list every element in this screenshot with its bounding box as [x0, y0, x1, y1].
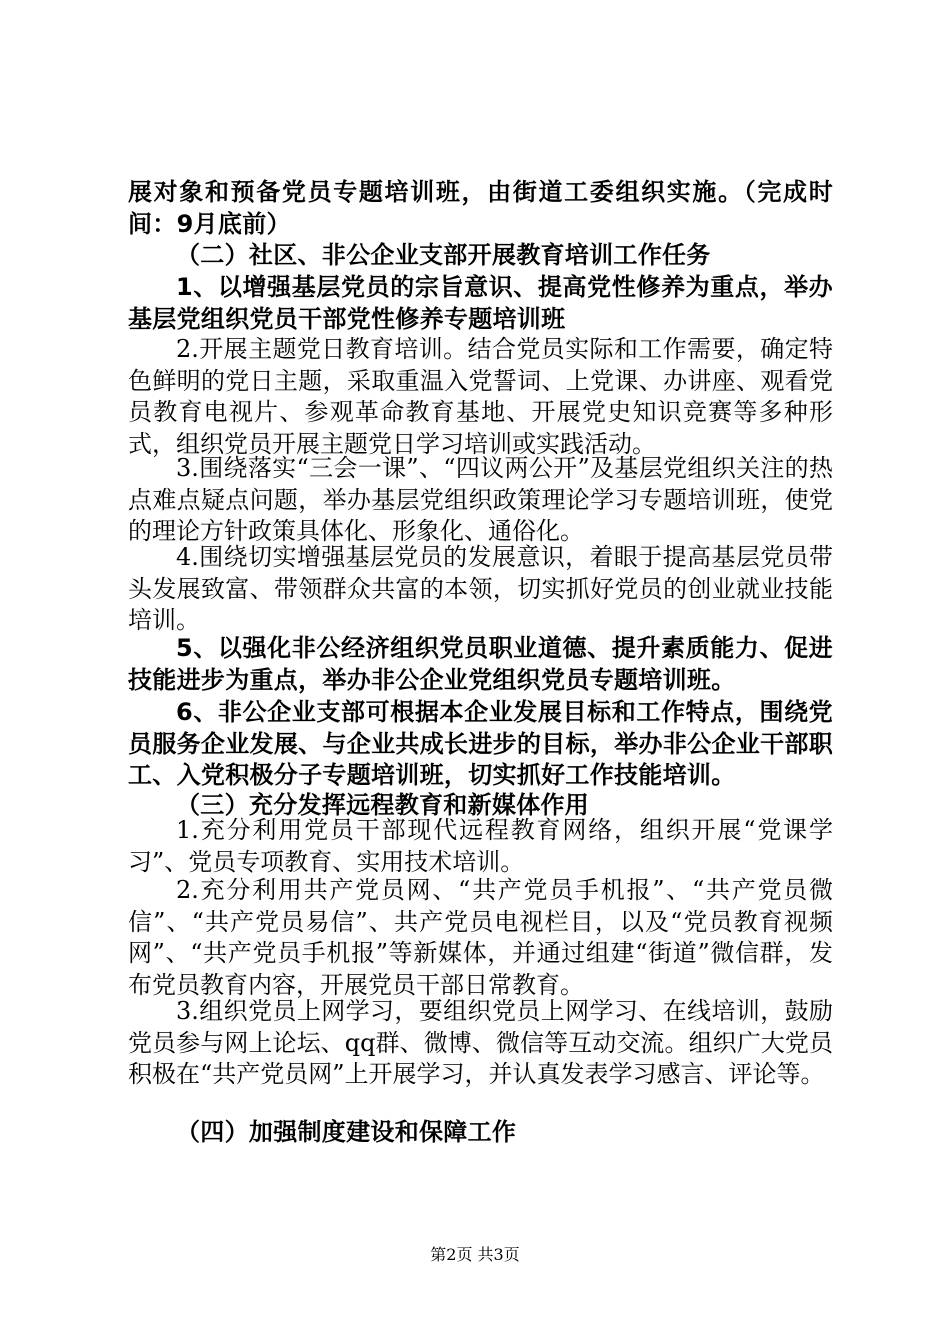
paragraph-2-5: 5、以强化非公经济组织党员职业道德、提升素质能力、促进技能进步为重点，举办非公企业党组织党员专题培训班。: [128, 634, 833, 694]
section-heading-4: （四）加强制度建设和保障工作: [176, 1118, 517, 1146]
paragraph-3-2: 2.充分利用共产党员网、“共产党员手机报”、“共产党员微信”、“共产党员易信”、共产党员电视栏目，以及“党员教育视频网”、“共产党员手机报”等新媒体，并通过组建“街道”微信群，发布党员教育内容，开展党员干部日常教育。: [128, 876, 833, 999]
page-number-footer: 第2页 共3页: [430, 1245, 520, 1264]
paragraph-3-3: 3.组织党员上网学习，要组织党员上网学习、在线培训，鼓励党员参与网上论坛、qq群、微博、微信等互动交流。组织广大党员积极在“共产党员网”上开展学习，并认真发表学习感言、评论等。: [128, 997, 833, 1088]
paragraph-2-4: 4.围绕切实增强基层党员的发展意识，着眼于提高基层党员带头发展致富、带领群众共富的本领，切实抓好党员的创业就业技能培训。: [128, 543, 833, 634]
paragraph-2-1: 1、以增强基层党员的宗旨意识、提高党性修养为重点，举办基层党组织党员干部党性修养专题培训班: [128, 273, 833, 333]
paragraph-intro: 展对象和预备党员专题培训班，由街道工委组织实施。（完成时间：9月底前）: [128, 178, 833, 238]
paragraph-2-3: 3.围绕落实“三会一课”、“四议两公开”及基层党组织关注的热点难点疑点问题，举办基层党组织政策理论学习专题培训班，使党的理论方针政策具体化、形象化、通俗化。: [128, 454, 833, 545]
section-heading-2: （二）社区、非公企业支部开展教育培训工作任务: [176, 241, 711, 269]
section-heading-3: （三）充分发挥远程教育和新媒体作用: [176, 791, 590, 819]
paragraph-2-6: 6、非公企业支部可根据本企业发展目标和工作特点，围绕党员服务企业发展、与企业共成长进步的目标，举办非公企业干部职工、入党积极分子专题培训班，切实抓好工作技能培训。: [128, 698, 833, 789]
paragraph-3-1: 1.充分利用党员干部现代远程教育网络，组织开展“党课学习”、党员专项教育、实用技术培训。: [128, 816, 833, 876]
paragraph-2-2: 2.开展主题党日教育培训。结合党员实际和工作需要，确定特色鲜明的党日主题，采取重温入党誓词、上党课、办讲座、观看党员教育电视片、参观革命教育基地、开展党史知识竞赛等多种形式，组织党员开展主题党日学习培训或实践活动。: [128, 335, 833, 458]
